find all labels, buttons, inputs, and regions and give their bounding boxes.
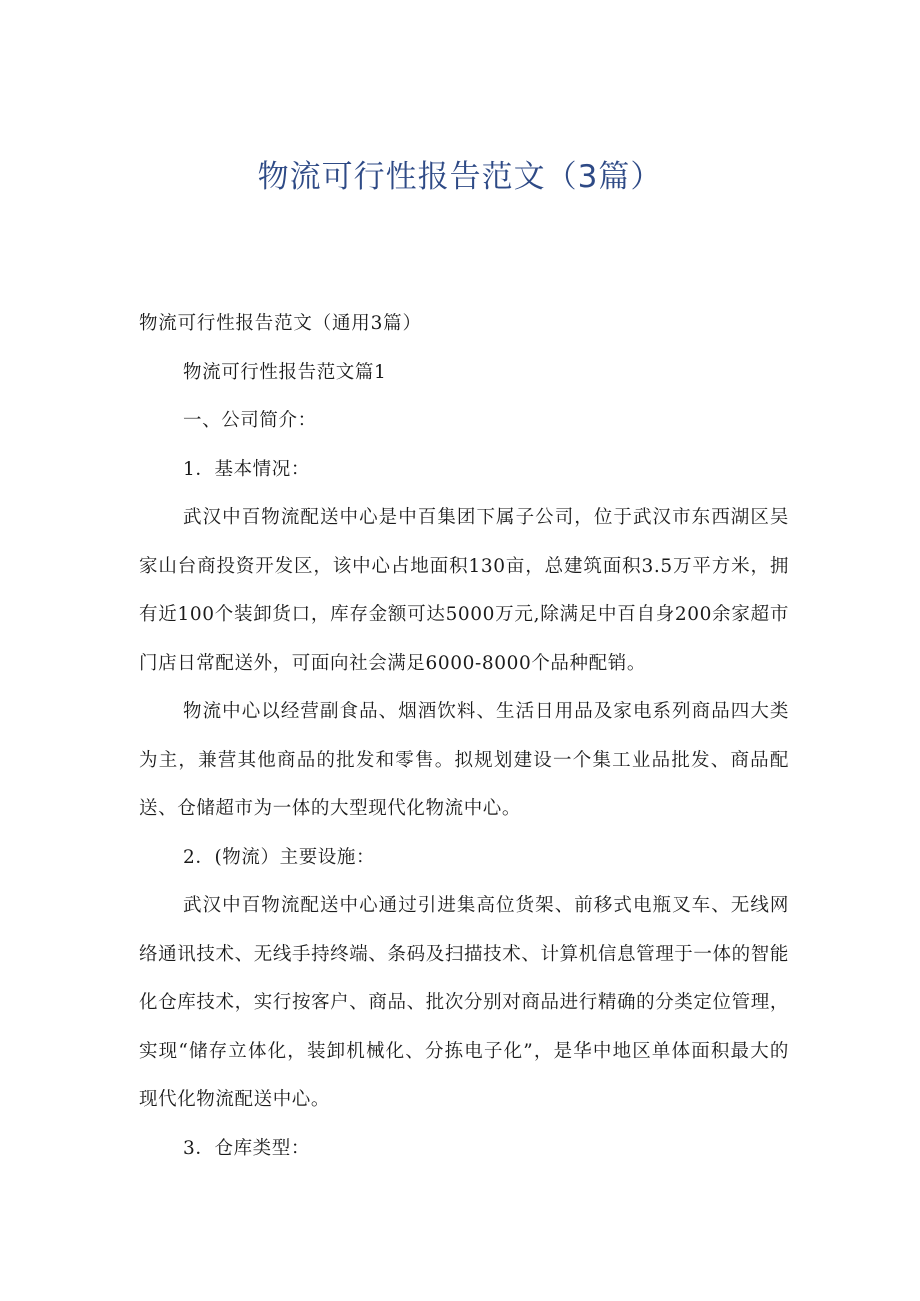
document-body (139, 300, 789, 1173)
subheading-main-facilities: 2．(物流）主要设施： (183, 846, 376, 868)
doc-subtitle: 物流可行性报告范文（通用3篇） (139, 313, 422, 334)
subheading-basic-info: 1．基本情况： (183, 458, 310, 480)
section-heading-company-intro: 一、公司简介： (183, 410, 317, 431)
subheading-warehouse-types: 3．仓库类型： (183, 1137, 310, 1159)
document-title: 物流可行性报告范文（3篇） (257, 159, 663, 195)
paragraph-facilities: 武汉中百物流配送中心通过引进集高位货架、前移式电瓶叉车、无线网络通讯技术、无线手持终端、条码及扫描技术、计算机信息管理于一体的智能化仓库技术，实行按客户、商品、批次分别对商品进行精确的分类定位管理，实现“储存立体化，装卸机械化、分拣电子化”，是华中地区单体面积最大的现代化物流配送中心。 (139, 895, 789, 1110)
section-heading-article-1: 物流可行性报告范文篇1 (183, 361, 387, 383)
paragraph-business-scope: 物流中心以经营副食品、烟酒饮料、生活日用品及家电系列商品四大类为主，兼营其他商品的批发和零售。拟规划建设一个集工业品批发、商品配送、仓储超市为一体的大型现代化物流中心。 (139, 701, 789, 819)
paragraph-basic-info: 武汉中百物流配送中心是中百集团下属子公司，位于武汉市东西湖区吴家山台商投资开发区，该中心占地面积130亩，总建筑面积3.5万平方米，拥有近100个装卸货口，库存金额可达5000万元,除满足中百自身200余家超市门店日常配送外，可面向社会满足6000-8000个品种配销。 (139, 507, 789, 674)
